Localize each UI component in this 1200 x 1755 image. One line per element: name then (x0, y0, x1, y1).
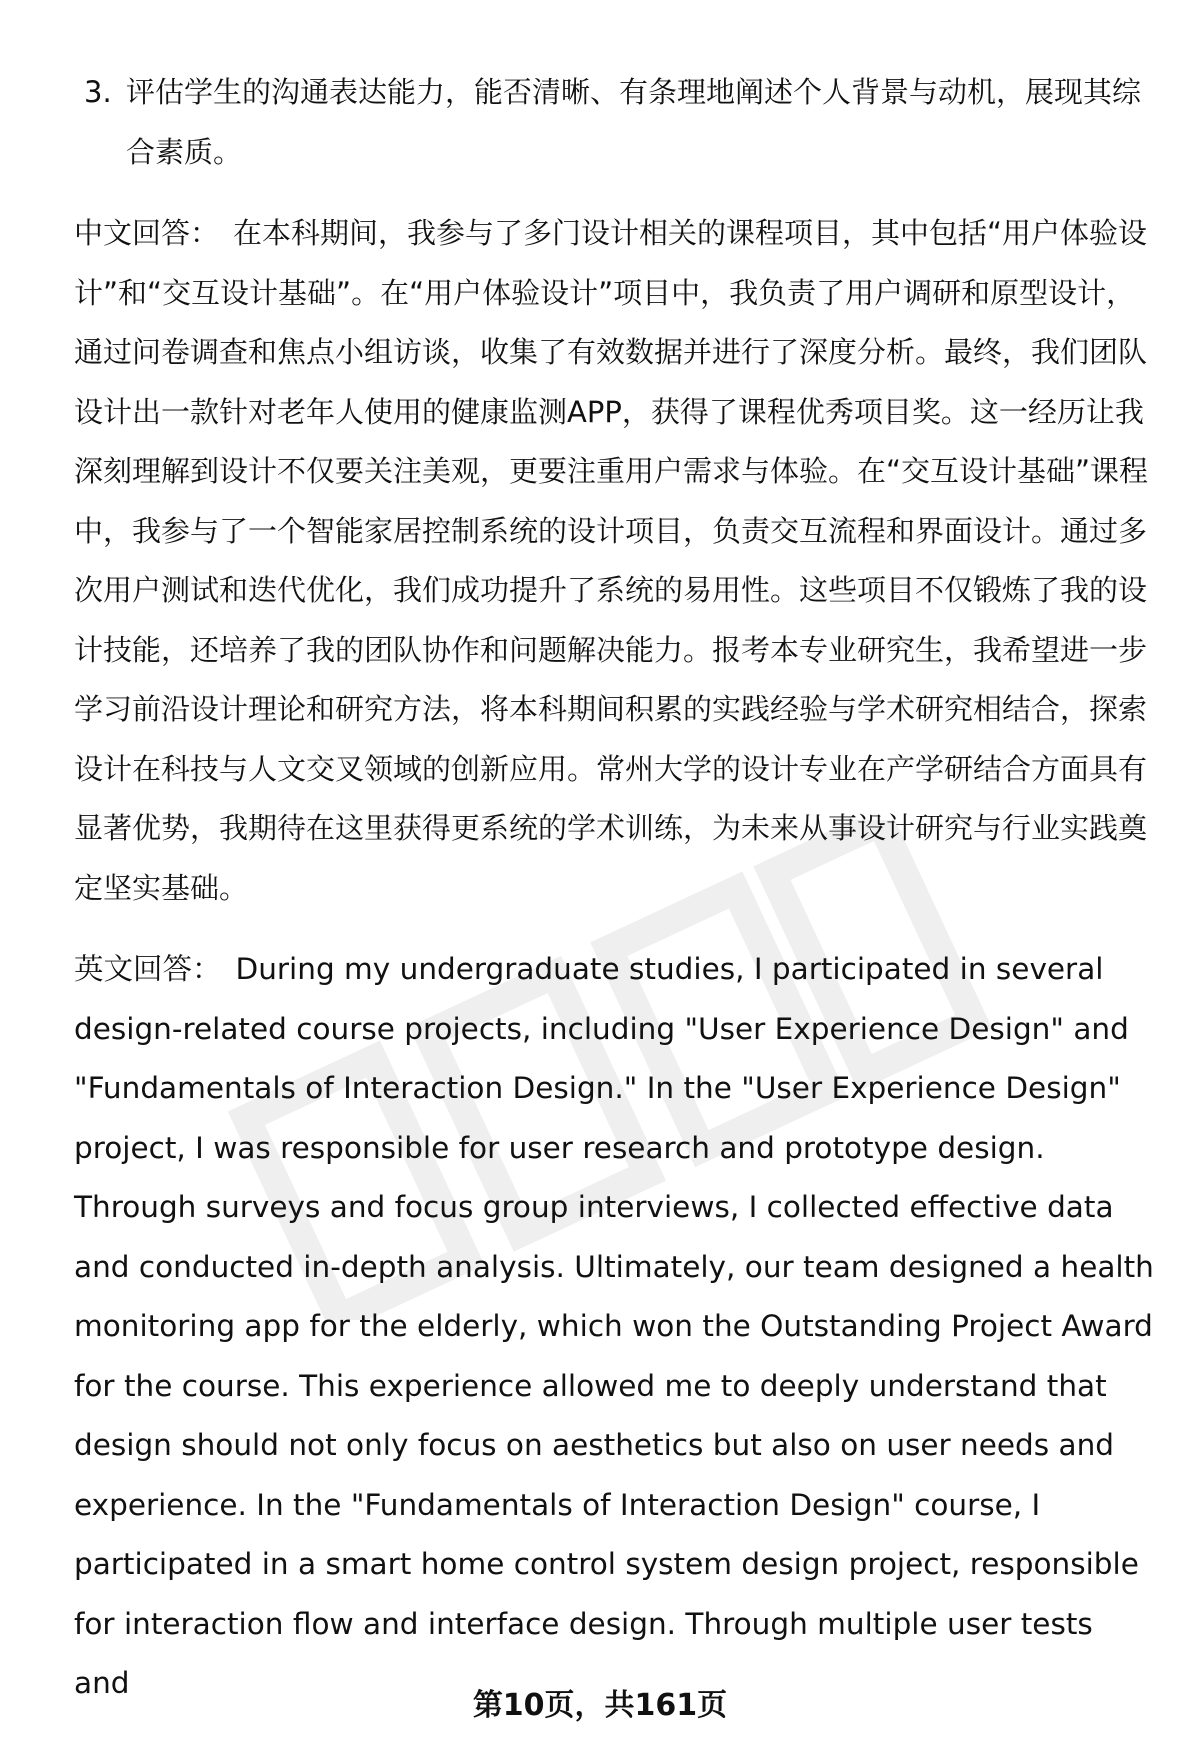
criteria-list-item (74, 62, 1154, 182)
chinese-answer-paragraph (74, 204, 1154, 918)
english-answer-label: 英文回答： (74, 952, 222, 986)
list-item-number: 3. (84, 75, 112, 109)
chinese-answer-text: 在本科期间，我参与了多门设计相关的课程项目，其中包括“用户体验设计”和“交互设计基础”。在“用户体验设计”项目中，我负责了用户调研和原型设计，通过问卷调查和焦点小组访谈，收集了有效数据并进行了深度分析。最终，我们团队设计出一款针对老年人使用的健康监测APP，获得了课程优秀项目奖。这一经历让我深刻理解到设计不仅要关注美观，更要注重用户需求与体验。在“交互设计基础”课程中，我参与了一个智能家居控制系统的设计项目，负责交互流程和界面设计。通过多次用户测试和迭代优化，我们成功提升了系统的易用性。这些项目不仅锻炼了我的设计技能，还培养了我的团队协作和问题解决能力。报考本专业研究生，我希望进一步学习前沿设计理论和研究方法，将本科期间积累的实践经验与学术研究相结合，探索设计在科技与人文交叉领域的创新应用。常州大学的设计专业在产学研结合方面具有显著优势，我期待在这里获得更系统的学术训练，为未来从事设计研究与行业实践奠定坚实基础。 (74, 216, 1149, 905)
main-content (74, 62, 1154, 1714)
chinese-answer-label: 中文回答： (74, 216, 220, 250)
list-item-text: 评估学生的沟通表达能力，能否清晰、有条理地阐述个人背景与动机，展现其综合素质。 (126, 75, 1142, 169)
english-answer-paragraph (74, 940, 1154, 1714)
english-answer-text: During my undergraduate studies, I participated in several design-related course projects, including "User Experience Design" and "Fundamentals of Interaction Design." In the "User Experience Design" project, I was responsible for user research and prototype design. Through surveys and focus group interviews, I collected effective data and conducted in-depth analysis. Ultimately, our team designed a health monitoring app for the elderly, which won the Outstanding Project Award for the course. This experience allowed me to deeply understand that design should not only focus on aesthetics but also on user needs and experience. In the "Fundamentals of Interaction Design" course, I participated in a smart home control system design project, responsible for interaction flow and interface design. Through multiple user tests and (74, 952, 1154, 1700)
page-footer: 第10页，共161页 (472, 1688, 728, 1723)
